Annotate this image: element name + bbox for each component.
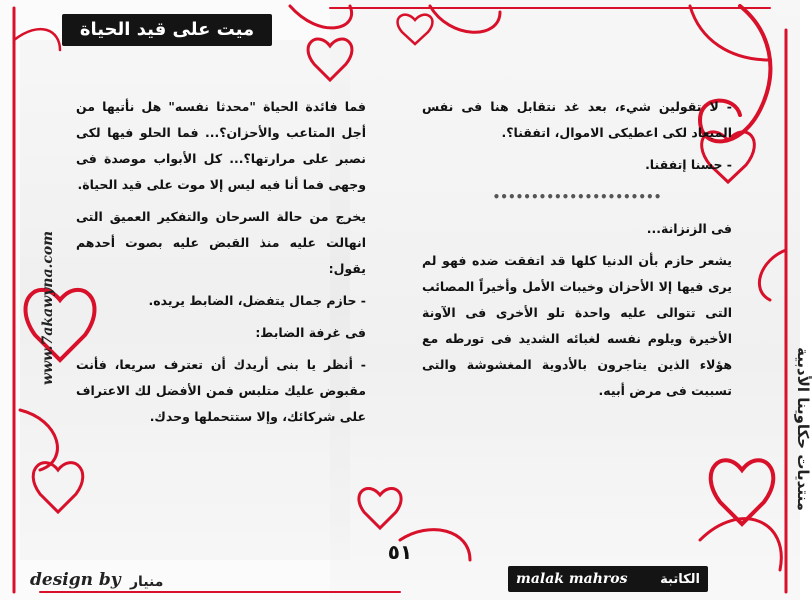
side-forum-name: منتديات حكاوينا الأدبية [794,347,812,511]
heart-top-left [308,39,352,80]
chapter-title: ميت على قيد الحياة [62,14,272,46]
paragraph: - أنظر يا بنى أريدك أن تعترف سريعا، فأنت مقبوض عليك متلبس فمن الأفضل لك الاعتراف على شركائك، وإلا ستتحملها وحدك. [76,357,366,424]
paragraph: يخرج من حالة السرحان والتفكير العميق التى انهالت عليه منذ القبض عليه بصوت أحدهم يقول: [76,209,366,276]
swirl-right-mid [759,250,786,300]
swirl-top-center [430,6,500,32]
swirl-top-left [290,6,352,28]
right-text-column [422,94,732,410]
dialogue-line: - حسنا إتفقنا. [645,157,732,172]
author-bar [508,566,708,592]
scene-separator: •••••••••••••••••••••• [492,190,662,204]
swirl-right-lower [700,519,781,570]
left-text-column [76,94,366,436]
swirl-top-left-corner [14,29,60,50]
scene-heading: فى الزنزانة... [646,221,732,236]
swirl-top-right-2 [690,6,770,60]
heart-bottom-center [359,488,401,528]
heart-right-lower [711,460,774,524]
paragraph: يشعر حازم بأن الدنيا كلها قد اتفقت ضده فهو لم يرى فيها إلا الأحزان وخيبات الأمل وأخيراً المصائب التى تتوالى عليه واحدة تلو الأخرى فى الآونة الأخيرة ويلوم نفسه لغبائه الشديد فى تورطه مع هؤلاء الذين يتاجرون بالأدوية المغشوشة والتى تسببت فى مرض أبيه. [422,253,732,398]
page-number: ٥١ [387,540,413,564]
paragraph: - حازم جمال يتفضل، الضابط يريده. [148,293,366,308]
author-name: malak mahros [516,571,628,587]
side-website-url: www.7akawyna.com [40,230,56,386]
dialogue-line: - لا تقولين شيء، بعد غد نتقابل هنا فى نفس الميعاد لكى اعطيكى الاموال، اتفقنا؟. [422,99,732,140]
author-label: الكاتبة [660,571,700,587]
paragraph: فى غرفة الضابط: [255,325,366,340]
design-by-label: design by [30,570,121,590]
designer-name: منيار [130,574,164,590]
paragraph: فما فائدة الحياة "محدثا نفسه" هل نأتيها من أجل المتاعب والأحزان؟... فما الحلو فيها لكى نصبر على مرارتها؟... كل الأبواب موصدة فى وجهى فما أنا فيه ليس إلا موت على قيد الحياة. [76,99,366,192]
heart-top-center [398,15,433,44]
swirl-left [20,410,57,470]
